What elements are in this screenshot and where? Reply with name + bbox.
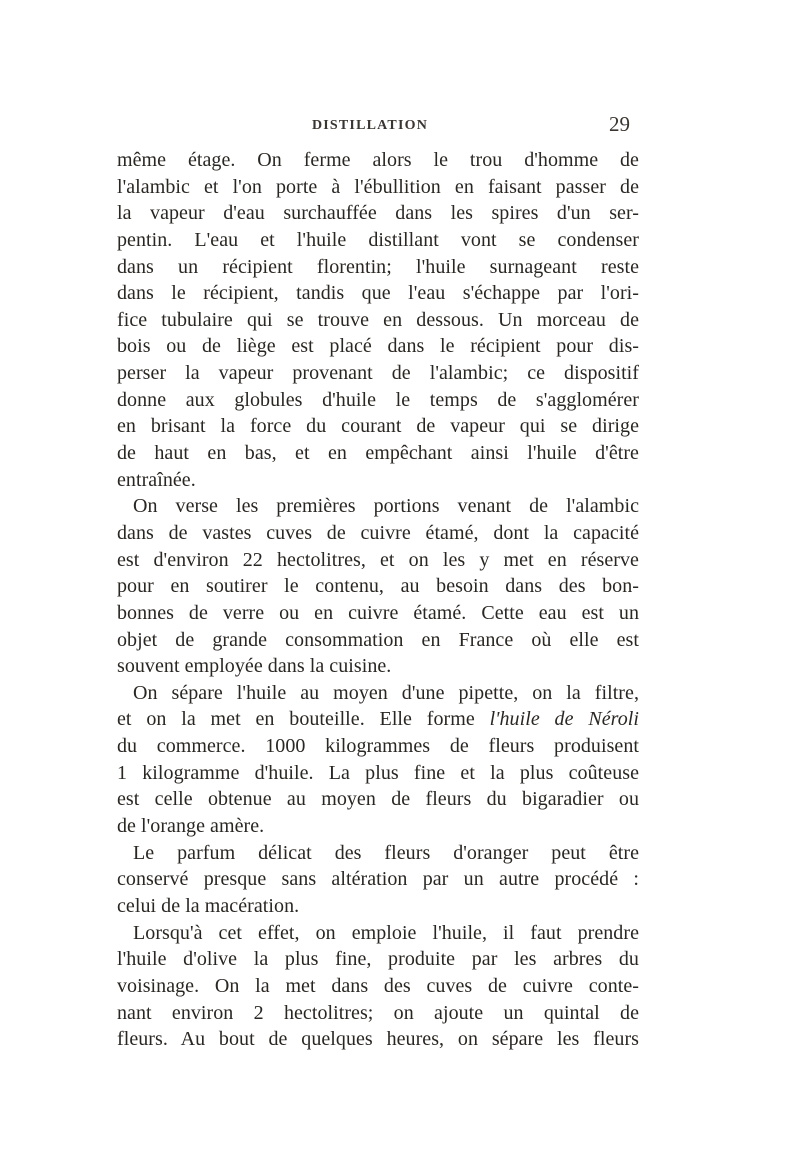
text-line-content: donne aux globules d'huile le temps de s'agglomérer [117,388,639,411]
text-line-content: celui de la macération. [117,894,300,917]
text-line-content: dans un récipient florentin; l'huile surnageant reste [117,255,639,278]
text-line [117,760,639,787]
text-line [117,440,639,467]
running-head [110,112,630,142]
text-line-content: entraînée. [117,468,196,491]
text-line-content: Le parfum délicat des fleurs d'oranger peut être [133,841,639,864]
text-line-content: de l'orange amère. [117,815,265,838]
text-line-content: fleurs. Au bout de quelques heures, on sépare les fleurs [117,1028,639,1051]
text-line-content: pour en soutirer le contenu, au besoin dans des bon- [117,575,639,598]
text-line-content: même étage. On ferme alors le trou d'homme de [117,149,639,171]
text-line-content: conservé presque sans altération par un autre procédé : [117,868,639,891]
text-line [117,333,639,360]
text-line-content: pentin. L'eau et l'huile distillant vont se condenser [117,228,639,251]
text-line [117,920,639,947]
text-line [117,866,639,893]
text-line [117,973,639,1000]
text-line-content: dans le récipient, tandis que l'eau s'échappe par l'ori- [117,282,639,305]
text-line-content: souvent employée dans la cuisine. [117,655,392,678]
text-line [117,413,639,440]
text-line [117,254,639,281]
text-line-content: en brisant la force du courant de vapeur qui se dirige [117,415,639,438]
text-line-content: est celle obtenue au moyen de fleurs du bigaradier ou [117,788,639,811]
page-number: 29 [609,112,630,136]
text-line-content: de haut en bas, et en empêchant ainsi l'huile d'être [117,442,639,465]
text-line [117,387,639,414]
text-line [117,600,639,627]
text-line [117,706,639,733]
text-line-content: la vapeur d'eau surchauffée dans les spires d'un ser- [117,202,639,225]
text-line-content: l'huile d'olive la plus fine, produite par les arbres du [117,948,639,971]
text-line [117,280,639,307]
text-line-content: du commerce. 1000 kilogrammes de fleurs produisent [117,735,639,758]
text-line-content: Lorsqu'à cet effet, on emploie l'huile, il faut prendre [133,921,639,944]
text-line-content: fice tubulaire qui se trouve en dessous. Un morceau de [117,308,639,331]
text-line-content: est d'environ 22 hectolitres, et on les y met en réserve [117,548,639,571]
text-line [117,893,639,920]
text-line-content: voisinage. On la met dans des cuves de cuivre conte- [117,974,639,997]
text-line-content: bois ou de liège est placé dans le récipient pour dis- [117,335,639,358]
text-line [117,1000,639,1027]
text-line [117,147,639,174]
text-line-content: l'alambic et l'on porte à l'ébullition en faisant passer de [117,175,639,198]
text-line [117,493,639,520]
text-line [117,813,639,840]
text-line-content: 1 kilogramme d'huile. La plus fine et la plus coûteuse [117,761,639,784]
text-line-content: nant environ 2 hectolitres; on ajoute un quintal de [117,1001,639,1024]
text-line-content: On sépare l'huile au moyen d'une pipette, on la filtre, [133,681,639,704]
text-line [117,360,639,387]
text-line [117,573,639,600]
italic-term: l'huile de Néroli [489,708,639,731]
text-line [117,680,639,707]
text-line [117,174,639,201]
text-line [117,627,639,654]
text-line [117,786,639,813]
text-line-content: dans de vastes cuves de cuivre étamé, dont la capacité [117,521,639,544]
text-line [117,200,639,227]
text-line [117,946,639,973]
text-line [117,307,639,334]
text-line-content: On verse les premières portions venant de l'alambic [133,495,639,518]
text-line [117,840,639,867]
text-line-content: objet de grande consommation en France où elle est [117,628,639,651]
text-line [117,653,639,680]
text-line-content: bonnes de verre ou en cuivre étamé. Cette eau est un [117,601,639,624]
running-title: DISTILLATION [311,118,429,133]
text-line [117,733,639,760]
text-line [117,467,639,494]
text-line [117,1026,639,1053]
text-line-content: et on la met en bouteille. Elle forme [117,708,490,731]
text-line [117,547,639,574]
text-line [117,520,639,547]
text-line-content: perser la vapeur provenant de l'alambic; ce dispositif [117,362,639,385]
text-line [117,227,639,254]
body-text [117,147,639,1053]
